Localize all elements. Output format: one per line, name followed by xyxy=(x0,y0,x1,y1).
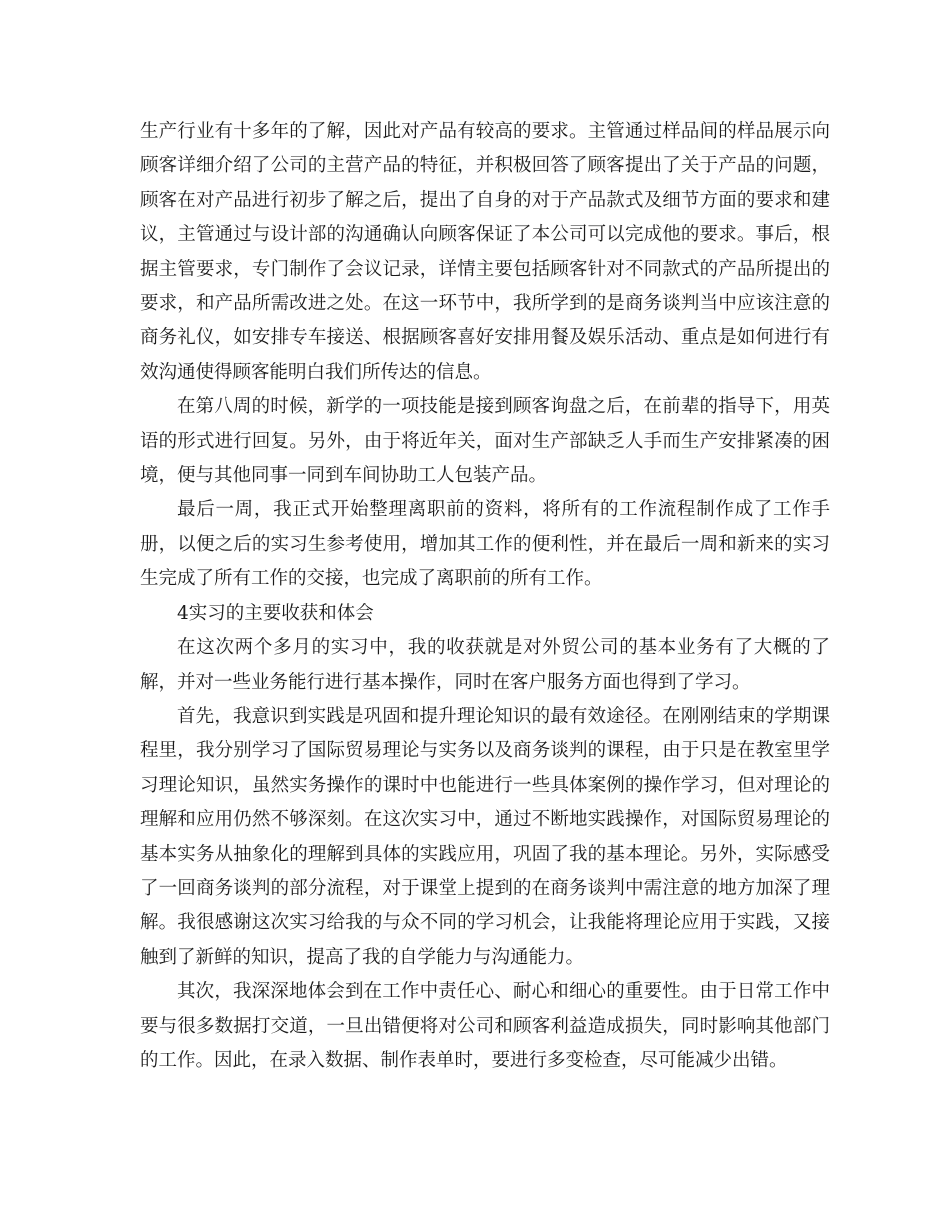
body-paragraph-1: 生产行业有十多年的了解，因此对产品有较高的要求。主管通过样品间的样品展示向顾客详细介绍了公司的主营产品的特征，并积极回答了顾客提出了关于产品的问题，顾客在对产品进行初步了解之后，提出了自身的对于产品款式及细节方面的要求和建议，主管通过与设计部的沟通确认向顾客保证了本公司可以完成他的要求。事后，根据主管要求，专门制作了会议记录，详情主要包括顾客针对不同款式的产品所提出的要求，和产品所需改进之处。在这一环节中，我所学到的是商务谈判当中应该注意的商务礼仪，如安排专车接送、根据顾客喜好安排用餐及娱乐活动、重点是如何进行有效沟通使得顾客能明白我们所传达的信息。 xyxy=(140,121,830,383)
body-paragraph-6: 其次，我深深地体会到在工作中责任心、耐心和细心的重要性。由于日常工作中要与很多数据打交道，一旦出错便将对公司和顾客利益造成损失，同时影响其他部门的工作。因此，在录入数据、制作表单时，要进行多变检查，尽可能减少出错。 xyxy=(140,981,830,1071)
body-paragraph-2: 在第八周的时候，新学的一项技能是接到顾客询盘之后，在前辈的指导下，用英语的形式进行回复。另外，由于将近年关，面对生产部缺乏人手而生产安排紧凑的困境，便与其他同事一同到车间协助工人包装产品。 xyxy=(140,396,830,487)
document-body xyxy=(140,115,830,1078)
body-paragraph-5: 首先，我意识到实践是巩固和提升理论知识的最有效途径。在刚刚结束的学期课程里，我分别学习了国际贸易理论与实务以及商务谈判的课程，由于只是在教室里学习理论知识，虽然实务操作的课时中也能进行一些具体案例的操作学习，但对理论的理解和应用仍然不够深刻。在这次实习中，通过不断地实践操作，对国际贸易理论的基本实务从抽象化的理解到具体的实践应用，巩固了我的基本理论。另外，实际感受了一回商务谈判的部分流程，对于课堂上提到的在商务谈判中需注意的地方加深了理解。我很感谢这次实习给我的与众不同的学习机会，让我能将理论应用于实践，又接触到了新鲜的知识，提高了我的自学能力与沟通能力。 xyxy=(140,705,830,968)
body-paragraph-3: 最后一周，我正式开始整理离职前的资料，将所有的工作流程制作成了工作手册，以便之后的实习生参考使用，增加其工作的便利性，并在最后一周和新来的实习生完成了所有工作的交接，也完成了离职前的所有工作。 xyxy=(140,499,830,590)
section-heading: 4实习的主要收获和体会 xyxy=(177,602,374,624)
body-paragraph-4: 在这次两个多月的实习中，我的收获就是对外贸公司的基本业务有了大概的了解，并对一些业务能行进行基本操作，同时在客户服务方面也得到了学习。 xyxy=(140,637,830,693)
